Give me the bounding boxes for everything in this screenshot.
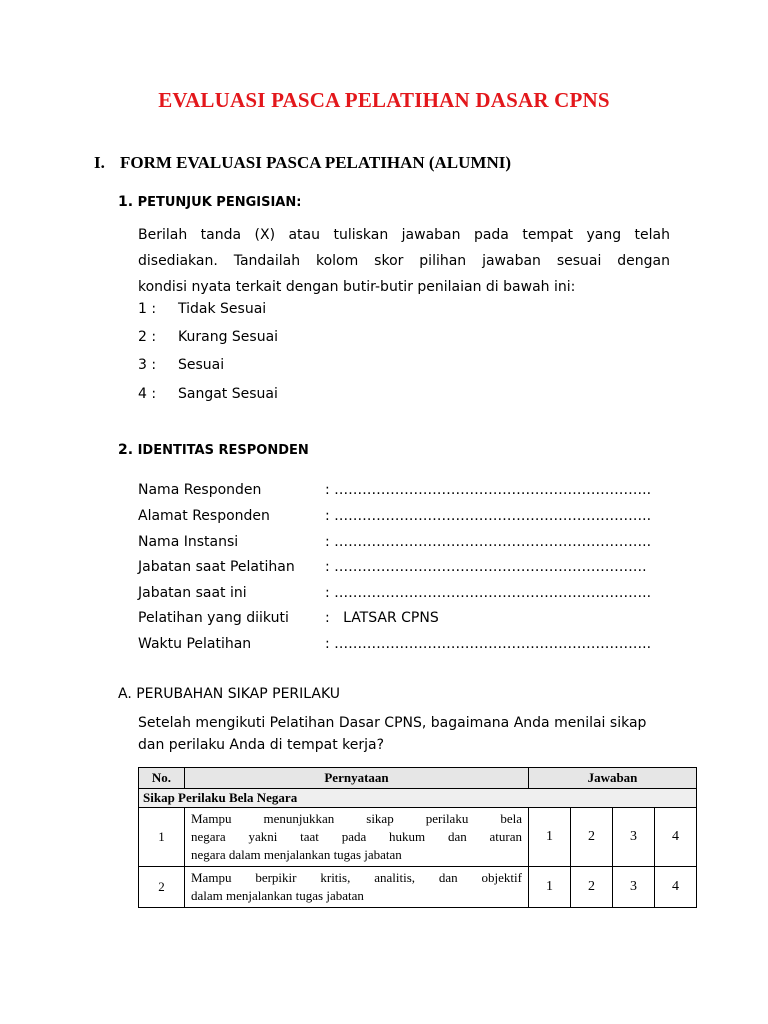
table-header-row [139,768,697,789]
field-waktu-pelatihan [138,636,651,652]
header-answer: Jawaban [529,768,697,789]
scale-label: Sesuai [178,357,225,373]
row-number: 2 [139,867,185,908]
scale-label: Kurang Sesuai [178,329,279,345]
statement-line: negara dalam menjalankan tugas jabatan [191,847,402,862]
field-label: Jabatan saat Pelatihan [138,559,295,575]
field-value[interactable]: : ………………………………………………………….. [325,636,652,652]
scale-key: 3 : [138,357,157,373]
page-title: EVALUASI PASCA PELATIHAN DASAR CPNS [158,88,610,112]
field-value[interactable]: : ………………………………………………………….. [325,534,652,550]
row-statement [185,867,529,908]
scale-item [138,329,278,345]
scale-label: Sangat Sesuai [178,386,278,402]
table-row [139,808,697,867]
table-row [139,867,697,908]
field-jabatan-saat-pelatihan [138,559,647,575]
petunjuk-heading [118,194,301,210]
instructions-paragraph [138,222,670,300]
scale-key: 1 : [138,301,157,317]
scale-label: Tidak Sesuai [178,301,267,317]
question-line: Setelah mengikuti Pelatihan Dasar CPNS, bagaimana Anda menilai sikap [138,715,647,731]
field-value[interactable]: : ………………………………………………………….. [325,585,652,601]
field-value: : LATSAR CPNS [325,610,439,626]
petunjuk-number: 1. [118,194,134,210]
identitas-number: 2. [118,442,134,458]
header-statement: Pernyataan [185,768,529,789]
statement-line: Mampu berpikir kritis, analitis, dan objektif [191,870,522,885]
field-label: Pelatihan yang diikuti [138,610,289,626]
scale-key: 4 : [138,386,157,402]
answer-option-2[interactable]: 2 [571,808,613,867]
field-alamat-responden [138,508,651,524]
field-pelatihan-diikuti [138,610,439,626]
answer-option-3[interactable]: 3 [613,867,655,908]
answer-option-2[interactable]: 2 [571,867,613,908]
field-label: Nama Responden [138,482,262,498]
scale-key: 2 : [138,329,157,345]
answer-option-1[interactable]: 1 [529,808,571,867]
answer-option-1[interactable]: 1 [529,867,571,908]
field-label: Alamat Responden [138,508,270,524]
field-label: Nama Instansi [138,534,239,550]
scale-item [138,357,224,373]
scale-item [138,386,278,402]
field-value[interactable]: : …………………………………………………………. [325,559,647,575]
identitas-title: IDENTITAS RESPONDEN [137,443,309,458]
instruction-line: kondisi nyata terkait dengan butir-butir penilaian di bawah ini: [138,279,576,295]
row-number: 1 [139,808,185,867]
header-no: No. [139,768,185,789]
field-label: Jabatan saat ini [138,585,247,601]
instruction-line: disediakan. Tandailah kolom skor pilihan jawaban sesuai dengan [138,253,670,269]
field-jabatan-saat-ini [138,585,651,601]
answer-option-4[interactable]: 4 [655,867,697,908]
answer-option-4[interactable]: 4 [655,808,697,867]
section-a-heading: A. PERUBAHAN SIKAP PERILAKU [118,686,341,702]
statement-line: negara yakni taat pada hukum dan aturan [191,829,522,844]
field-nama-instansi [138,534,651,550]
row-statement [185,808,529,867]
petunjuk-title: PETUNJUK PENGISIAN: [137,195,302,210]
answer-option-3[interactable]: 3 [613,808,655,867]
section-title: FORM EVALUASI PASCA PELATIHAN (ALUMNI) [120,153,512,172]
statement-line: Mampu menunjukkan sikap perilaku bela [191,811,522,826]
instruction-line: Berilah tanda (X) atau tuliskan jawaban pada tempat yang telah [138,227,670,243]
section-number: I. [94,153,105,172]
statement-line: dalam menjalankan tugas jabatan [191,888,364,903]
section-a-question [138,712,698,756]
field-value[interactable]: : ………………………………………………………….. [325,508,652,524]
field-label: Waktu Pelatihan [138,636,252,652]
field-nama-responden [138,482,651,498]
scale-item [138,301,266,317]
question-line: dan perilaku Anda di tempat kerja? [138,737,385,753]
table-group-row [139,789,697,808]
identitas-heading [118,442,309,458]
evaluation-table [138,767,697,908]
group-label: Sikap Perilaku Bela Negara [139,789,697,808]
field-value[interactable]: : ………………………………………………………….. [325,482,652,498]
